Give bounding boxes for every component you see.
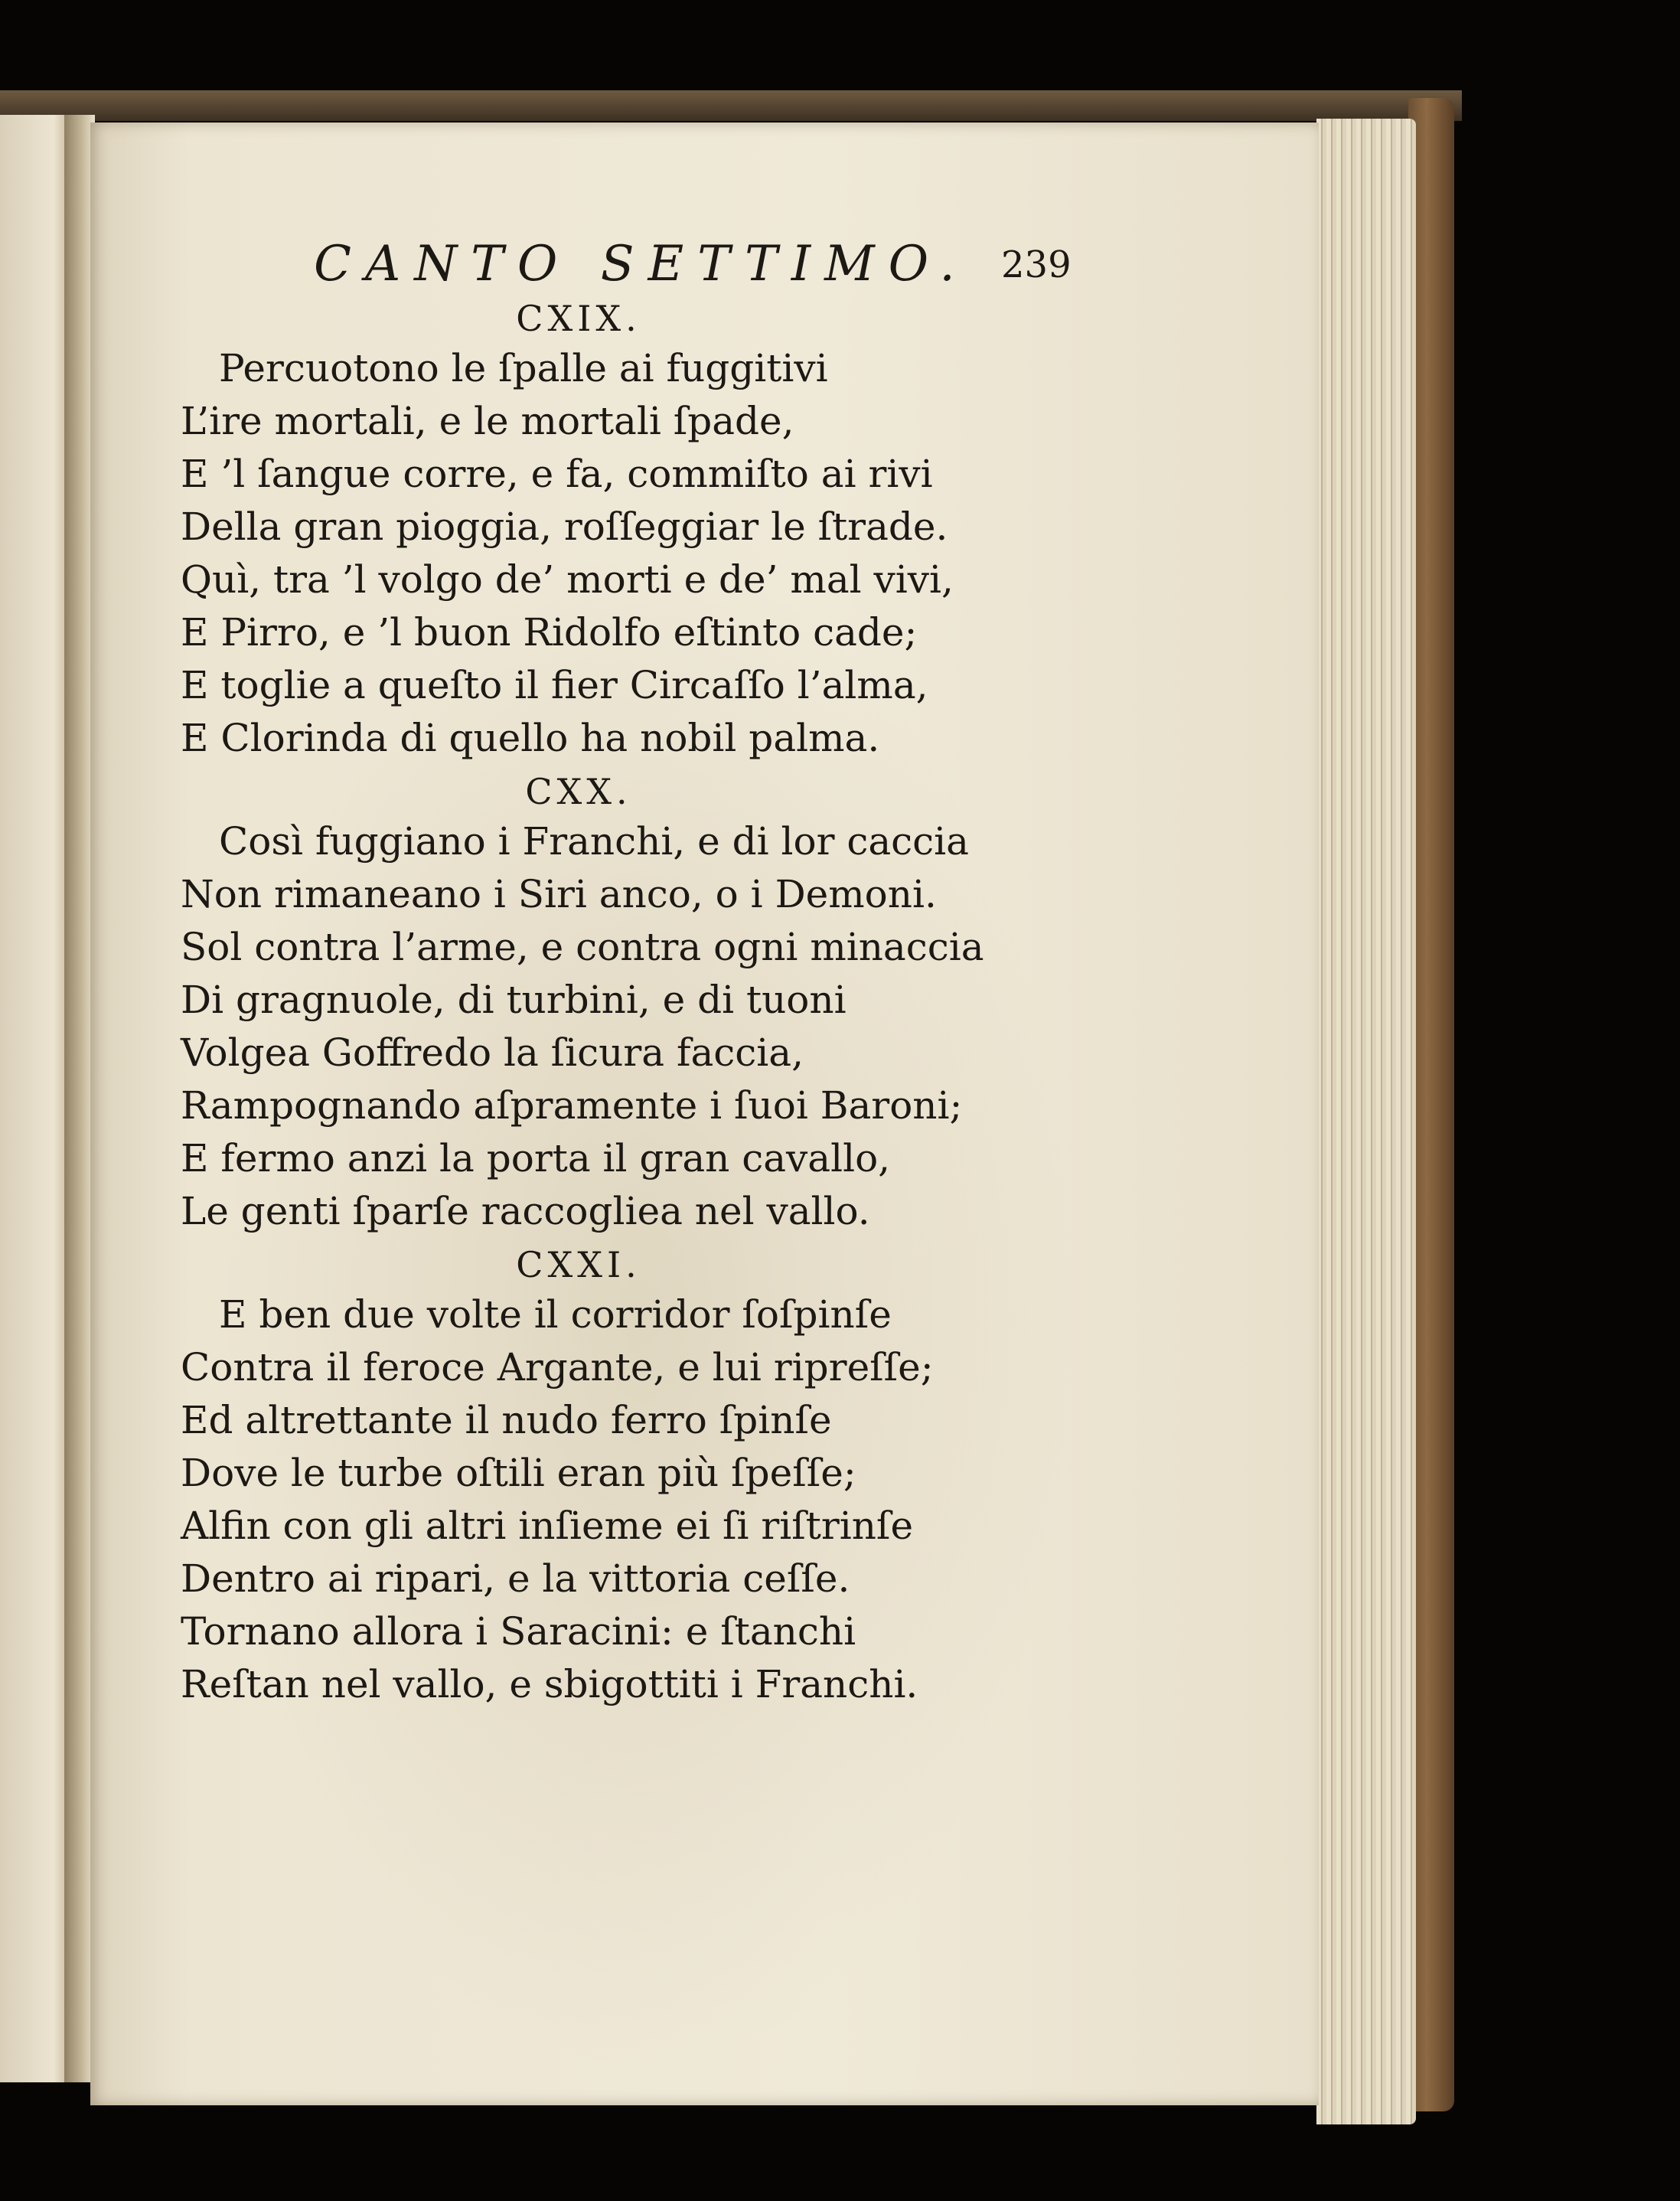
- book-top-edge: [0, 90, 1462, 121]
- verse-line: Di gragnuole, di turbini, e di tuoni: [181, 978, 847, 1022]
- stanza-number: CXXI.: [516, 1244, 641, 1285]
- verse-line: Contra il feroce Argante, e lui ripreſſe;: [181, 1345, 934, 1390]
- stanza-cxx: [181, 768, 1023, 1238]
- verse-line: Reſtan nel vallo, e sbigottiti i Franchi.: [181, 1662, 918, 1706]
- verse-line: Alfin con gli altri inſieme ei ſi riſtrinſe: [181, 1504, 914, 1548]
- verse-line: Quì, tra ’l volgo de’ morti e de’ mal vivi,: [181, 557, 954, 602]
- verse-line: Le genti ſparſe raccogliea nel vallo.: [181, 1189, 870, 1233]
- verse-line: E toglie a queſto il fier Circaſſo l’alma,: [181, 663, 928, 707]
- verse-line: E ben due volte il corridor ſoſpinſe: [219, 1292, 892, 1337]
- verse-line: L’ire mortali, e le mortali ſpade,: [181, 399, 794, 443]
- running-head: [90, 236, 1319, 297]
- verse-line: Dove le turbe oſtili eran più ſpeſſe;: [181, 1451, 856, 1495]
- verse-line: Dentro ai ripari, e la vittoria ceſſe.: [181, 1556, 850, 1601]
- verse-line: E ’l ſangue corre, e fa, commiſto ai rivi: [181, 452, 933, 496]
- verse-line: E Pirro, e ’l buon Ridolfo eſtinto cade;: [181, 610, 918, 655]
- recto-page: [90, 122, 1319, 2105]
- stanza-cxxi: [181, 1241, 1023, 1711]
- verse-line: Sol contra l’arme, e contra ogni minaccia: [181, 925, 984, 969]
- stanza-cxix: [181, 295, 1023, 765]
- stanza-number: CXIX.: [516, 298, 641, 339]
- canto-title: CANTO SETTIMO.: [314, 236, 969, 292]
- verse-line: Non rimaneano i Siri anco, o i Demoni.: [181, 872, 937, 916]
- verse-line: Percuotono le ſpalle ai fuggitivi: [219, 346, 828, 390]
- stanza-number: CXX.: [525, 771, 632, 812]
- verse-line: E fermo anzi la porta il gran cavallo,: [181, 1136, 891, 1181]
- verse-line: Tornano allora i Saracini: e ſtanchi: [181, 1609, 856, 1654]
- verse-line: Della gran pioggia, roſſeggiar le ſtrade.: [181, 505, 948, 549]
- verse-line: Ed altrettante il nudo ferro ſpinſe: [181, 1398, 832, 1442]
- page-number: 239: [1001, 243, 1072, 286]
- verse-line: Così fuggiano i Franchi, e di lor caccia: [219, 819, 969, 864]
- page-block-edges: [1316, 119, 1416, 2124]
- verse-line: E Clorinda di quello ha nobil palma.: [181, 716, 880, 760]
- verse-line: Rampognando aſpramente i ſuoi Baroni;: [181, 1083, 963, 1128]
- verse-line: Volgea Goffredo la ſicura faccia,: [181, 1030, 804, 1075]
